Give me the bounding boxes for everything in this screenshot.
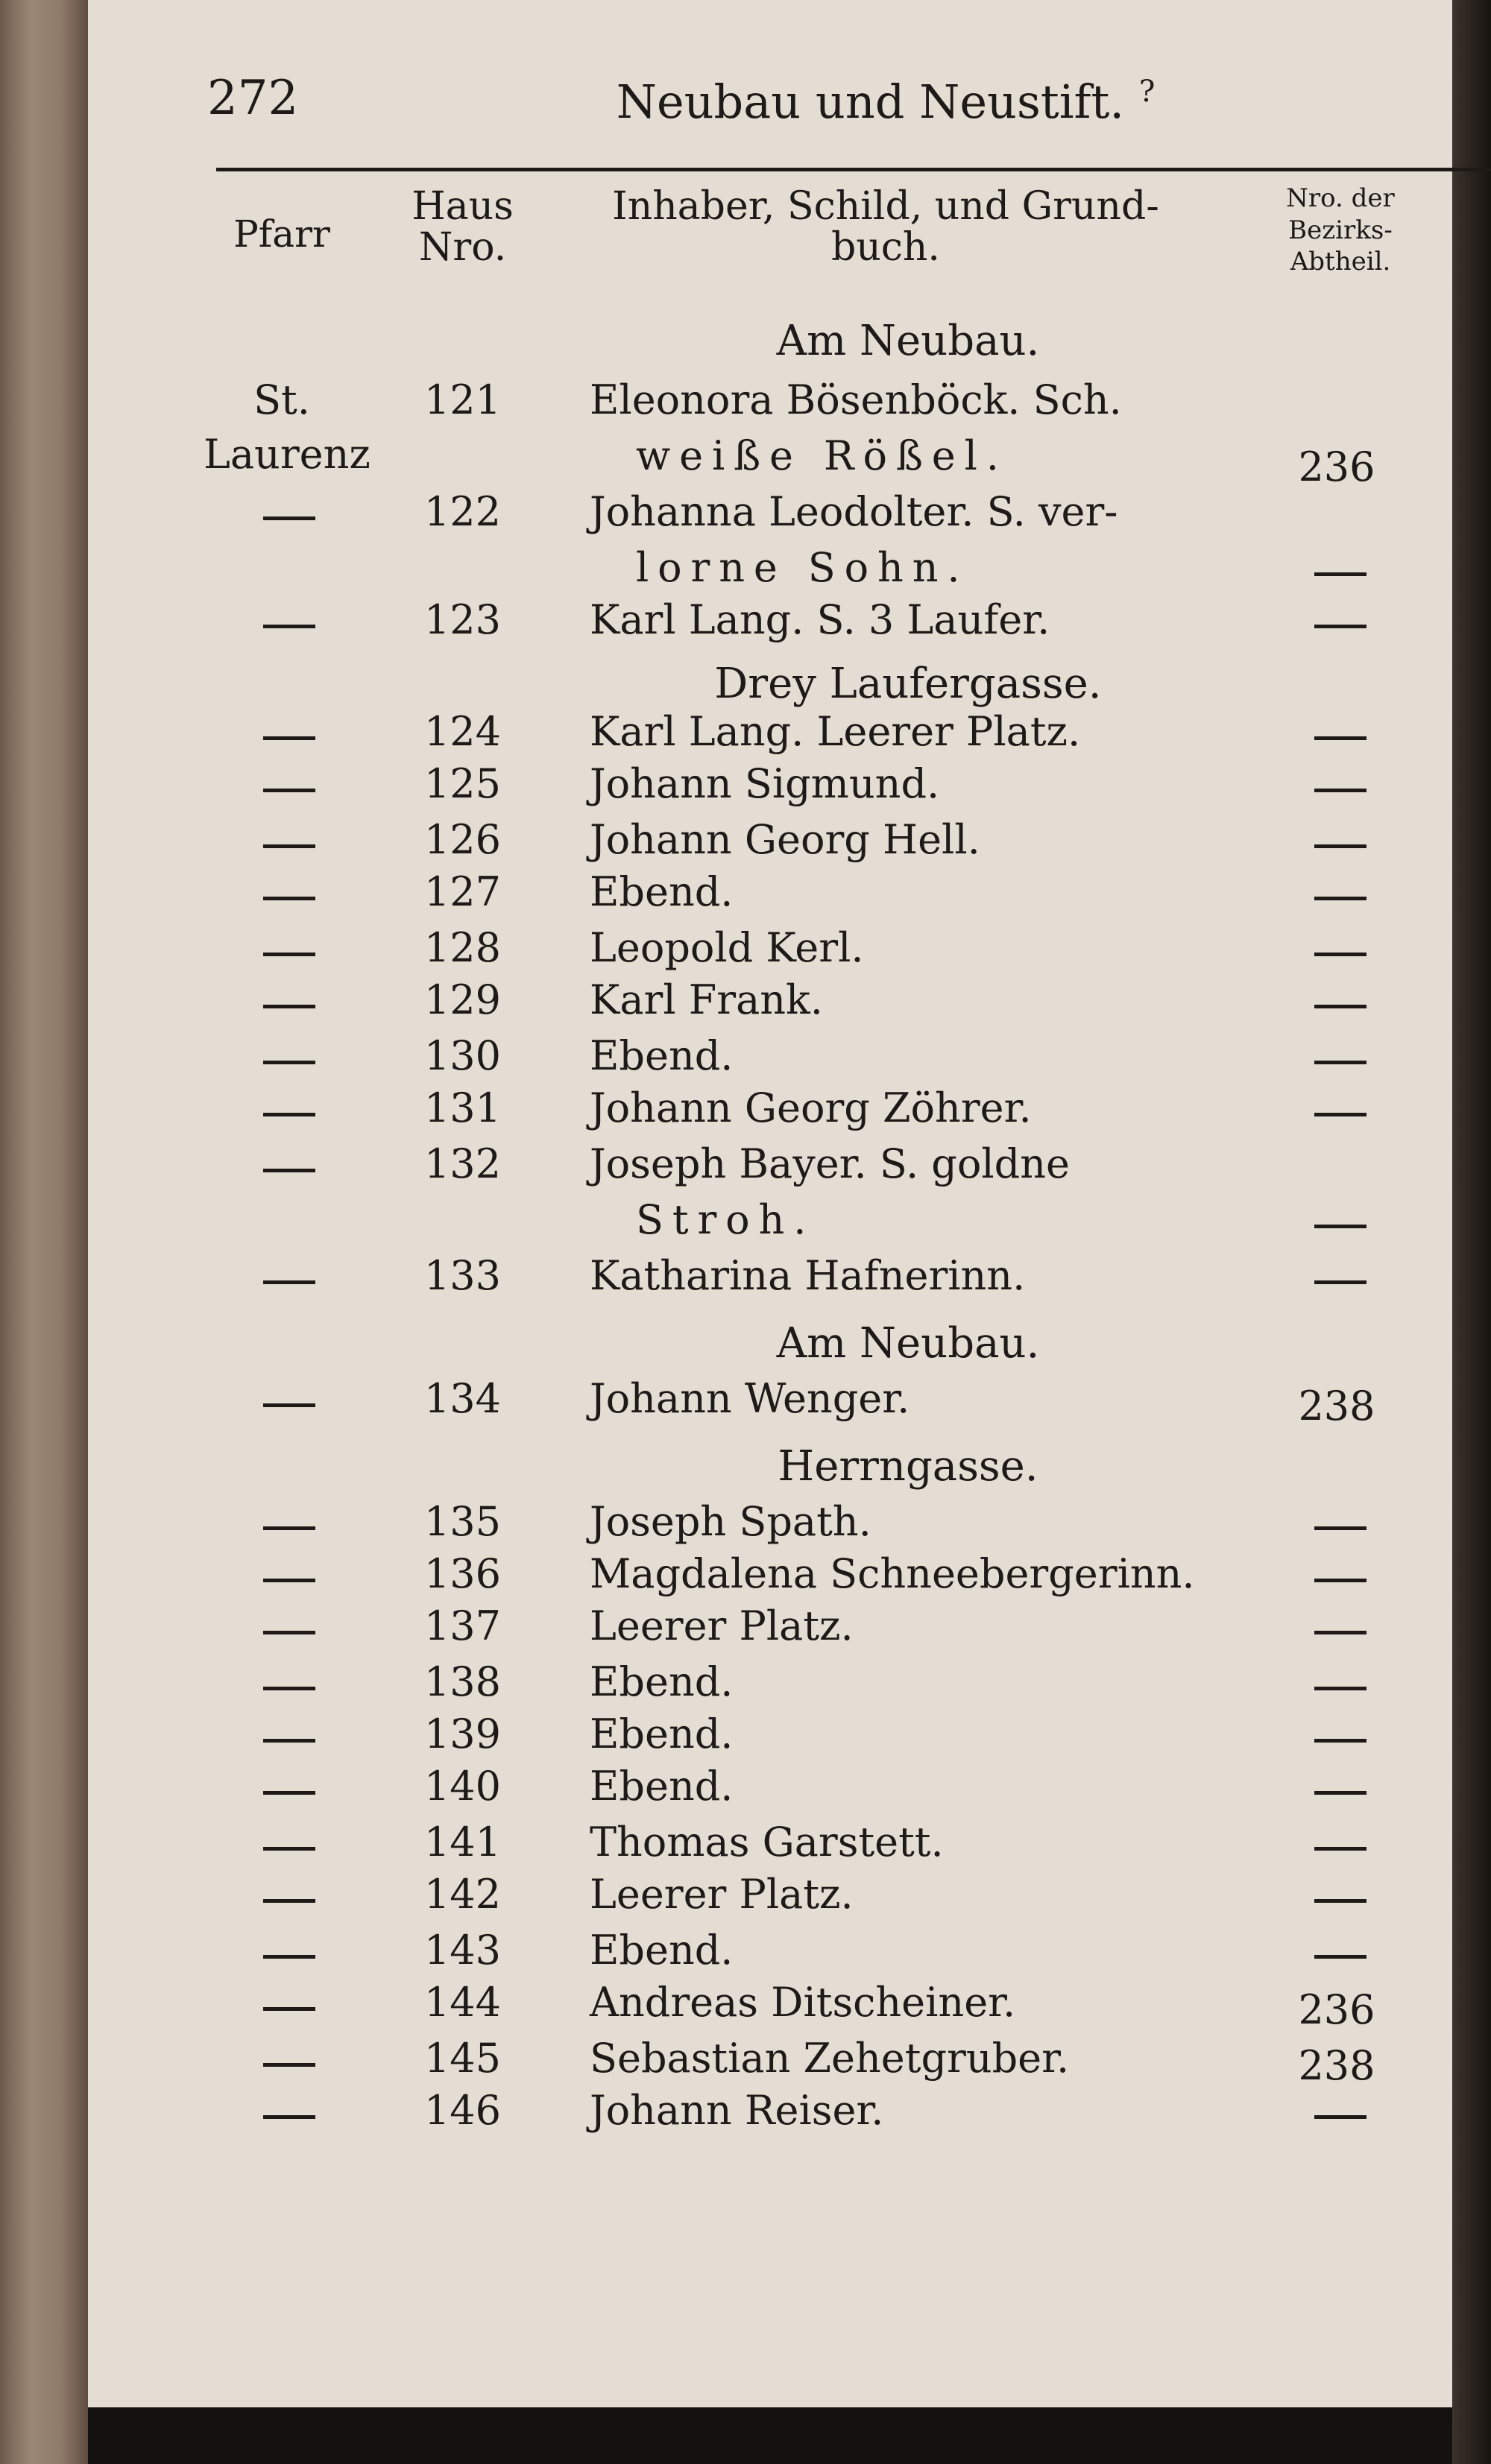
facing-page-edge [1452,0,1491,2464]
owner-entry: Johann Georg Zöhrer. [590,1084,1032,1131]
running-head-mark: ? [1138,75,1156,109]
owner-entry: Leerer Platz. [590,1602,854,1649]
bezirk-number: 238 [1298,1383,1375,1430]
book-page [88,0,1452,2407]
bezirk-ditto-mark [1314,1791,1367,1795]
column-header-inhaber-line1: Inhaber, Schild, und Grund- [612,184,1159,229]
house-number: 127 [423,868,502,915]
column-header-bezirk [1229,183,1452,278]
house-number: 136 [423,1550,502,1597]
house-number: 121 [423,376,502,423]
street-heading-am-neubau: Am Neubau. [776,317,1040,365]
bezirk-ditto-mark [1314,1005,1367,1008]
owner-entry: Ebend. [590,1710,734,1757]
pfarr-ditto-mark [263,1579,315,1582]
owner-entry: Ebend. [590,1032,734,1079]
pfarr-ditto-mark [263,736,315,740]
owner-entry: Leopold Kerl. [590,924,864,971]
bezirk-ditto-mark [1314,1061,1367,1064]
page-number: 272 [207,71,299,126]
owner-entry: Johann Georg Hell. [590,816,980,863]
house-number: 130 [423,1032,502,1079]
pfarr-name-line1: St. [253,376,310,423]
bezirk-ditto-mark [1314,789,1367,792]
pfarr-ditto-mark [263,897,315,900]
house-number: 146 [423,2087,502,2134]
owner-entry-continuation: weiße Rößel. [636,432,1008,479]
pfarr-ditto-mark [263,1631,315,1634]
house-number: 145 [423,2035,502,2082]
house-number: 129 [423,976,502,1023]
owner-entry: Sebastian Zehetgruber. [590,2035,1070,2082]
pfarr-ditto-mark [263,1280,315,1284]
owner-entry-continuation: lorne Sohn. [636,544,969,591]
house-number: 124 [423,708,502,755]
bezirk-ditto-mark [1314,1687,1367,1690]
bezirk-ditto-mark [1314,1526,1367,1530]
house-number: 131 [423,1084,502,1131]
bezirk-number: 238 [1298,2042,1375,2089]
owner-entry: Ebend. [590,1927,734,1974]
house-number: 123 [423,596,502,643]
column-header-inhaber [565,186,1206,268]
pfarr-ditto-mark [263,1739,315,1743]
owner-entry: Johann Sigmund. [590,760,940,807]
pfarr-ditto-mark [263,2007,315,2011]
pfarr-ditto-mark [263,1791,315,1795]
house-number: 139 [423,1710,502,1757]
column-header-bezirk-line3: Abtheil. [1290,247,1391,277]
pfarr-ditto-mark [263,789,315,792]
house-number: 137 [423,1602,502,1649]
column-header-pfarr: Pfarr [233,212,330,256]
pfarr-ditto-mark [263,2063,315,2067]
house-number: 144 [423,1979,502,2026]
book-spine [0,0,88,2464]
header-rule [216,168,1491,171]
bezirk-ditto-mark [1314,897,1367,900]
running-head-text: Neubau und Neustift. [616,75,1125,129]
owner-entry: Ebend. [590,868,734,915]
pfarr-ditto-mark [263,2115,315,2119]
running-head [550,75,1221,129]
pfarr-ditto-mark [263,1899,315,1903]
bezirk-ditto-mark [1314,1579,1367,1582]
pfarr-ditto-mark [263,517,315,520]
house-number: 141 [423,1819,502,1866]
owner-entry-continuation: Stroh. [636,1196,816,1243]
street-heading-drey-laufergasse: Drey Laufergasse. [714,660,1102,708]
pfarr-ditto-mark [263,1687,315,1690]
pfarr-ditto-mark [263,1526,315,1530]
house-number: 134 [423,1375,502,1422]
owner-entry: Johann Reiser. [590,2087,884,2134]
house-number: 133 [423,1252,502,1299]
owner-entry: Karl Frank. [590,976,823,1023]
pfarr-ditto-mark [263,1005,315,1008]
owner-entry: Andreas Ditscheiner. [590,1979,1016,2026]
street-heading-herrngasse: Herrngasse. [778,1442,1038,1491]
owner-entry: Ebend. [590,1658,734,1705]
bezirk-ditto-mark [1314,625,1367,628]
owner-entry: Joseph Spath. [590,1498,871,1545]
column-header-bezirk-line1: Nro. der [1286,183,1395,213]
owner-entry: Katharina Hafnerinn. [590,1252,1026,1299]
owner-entry: Ebend. [590,1763,734,1810]
owner-entry: Joseph Bayer. S. goldne [590,1140,1070,1187]
house-number: 132 [423,1140,502,1187]
bezirk-ditto-mark [1314,736,1367,740]
bezirk-number: 236 [1298,443,1375,490]
bezirk-ditto-mark [1314,844,1367,848]
bezirk-ditto-mark [1314,1739,1367,1743]
pfarr-ditto-mark [263,1061,315,1064]
house-number: 143 [423,1927,502,1974]
bezirk-ditto-mark [1314,1899,1367,1903]
owner-entry: Johann Wenger. [590,1375,910,1422]
bezirk-ditto-mark [1314,2115,1367,2119]
column-header-haus-line2: Nro. [418,224,507,270]
column-header-bezirk-line2: Bezirks- [1288,215,1393,245]
bezirk-ditto-mark [1314,1955,1367,1959]
owner-entry: Thomas Garstett. [590,1819,944,1866]
bezirk-ditto-mark [1314,1631,1367,1634]
house-number: 138 [423,1658,502,1705]
owner-entry: Magdalena Schneebergerinn. [590,1550,1195,1597]
pfarr-ditto-mark [263,844,315,848]
bezirk-ditto-mark [1314,1280,1367,1284]
bezirk-ditto-mark [1314,953,1367,956]
house-number: 126 [423,816,502,863]
pfarr-ditto-mark [263,1113,315,1116]
pfarr-ditto-mark [263,1403,315,1407]
bezirk-number: 236 [1298,1986,1375,2033]
bezirk-ditto-mark [1314,572,1367,576]
pfarr-ditto-mark [263,625,315,628]
house-number: 142 [423,1871,502,1918]
owner-entry: Leerer Platz. [590,1871,854,1918]
bezirk-ditto-mark [1314,1113,1367,1116]
owner-entry: Karl Lang. Leerer Platz. [590,708,1081,755]
column-header-inhaber-line2: buch. [831,224,940,270]
owner-entry: Johanna Leodolter. S. ver- [590,488,1118,535]
bezirk-ditto-mark [1314,1225,1367,1228]
street-heading-am-neubau-2: Am Neubau. [776,1319,1040,1368]
pfarr-ditto-mark [263,953,315,956]
pfarr-ditto-mark [263,1169,315,1172]
pfarr-ditto-mark [263,1847,315,1851]
house-number: 140 [423,1763,502,1810]
owner-entry: Eleonora Bösenböck. Sch. [590,376,1122,423]
house-number: 122 [423,488,502,535]
house-number: 125 [423,760,502,807]
bezirk-ditto-mark [1314,1847,1367,1851]
owner-entry: Karl Lang. S. 3 Laufer. [590,596,1050,643]
pfarr-name-line2: Laurenz [204,431,371,478]
pfarr-ditto-mark [263,1955,315,1959]
column-header-haus-line1: Haus [412,184,514,229]
house-number: 128 [423,924,502,971]
house-number: 135 [423,1498,502,1545]
column-header-haus-nro [371,186,554,268]
